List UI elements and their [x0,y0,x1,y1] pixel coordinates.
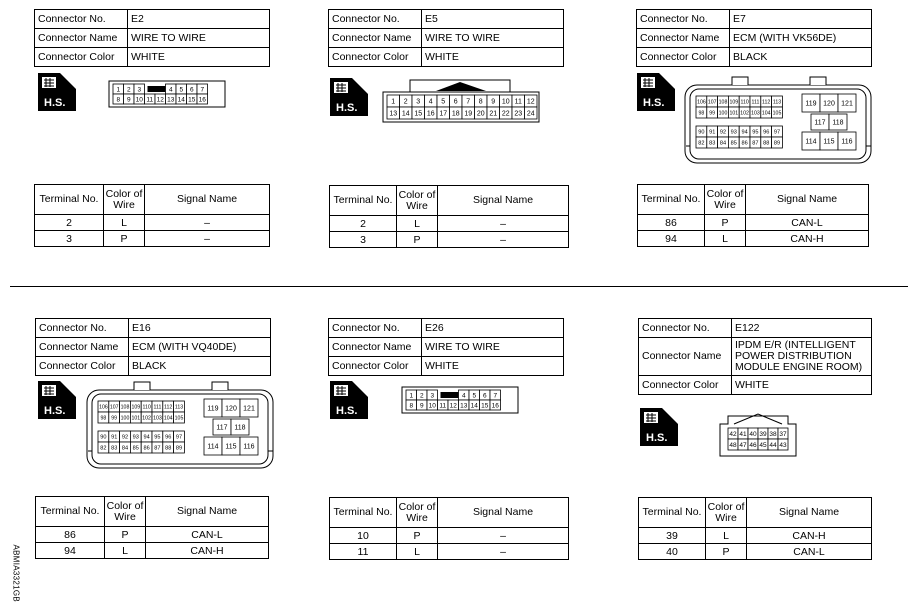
pin-label: 11 [514,98,522,106]
connector-no-value: E5 [422,10,564,29]
hs-icon [330,78,368,116]
pin-label: 93 [132,434,139,441]
pin-label: 92 [719,129,727,136]
pin-label: 106 [697,99,706,106]
connector-color-value: WHITE [732,376,872,395]
pin-label: 48 [729,441,737,449]
pin-label: 90 [698,129,705,136]
connector-name-value: WIRE TO WIRE [422,29,564,48]
pin-label: 15 [481,402,489,410]
table-row: 94 L CAN-H [36,543,269,559]
terminal-no-header: Terminal No. [638,185,705,215]
pin-label: 42 [729,430,737,438]
pin-label: 83 [709,140,716,147]
pin-label: 12 [526,98,535,106]
figure-code: ABMIA3321GB [11,544,21,603]
connector-name-value: IPDM E/R (INTELLIGENT POWER DISTRIBUTION MODULE ENGINE ROOM) [732,338,872,376]
pin-label: 92 [121,434,129,441]
pin-label: 3 [430,392,435,400]
pin-label: 114 [207,443,219,451]
connector-e16-terminal-block [35,496,269,559]
pin-label: 102 [740,110,749,117]
pin-label: 91 [111,434,118,441]
terminal-no-header: Terminal No. [639,498,706,528]
pin-label: 10 [501,98,510,106]
pin-label: 23 [514,110,523,118]
connector-color-value: WHITE [422,357,564,376]
pin-label: 14 [401,110,410,118]
pin-label: 1 [116,86,121,94]
connector-e122-face [718,410,798,458]
pin-label: 85 [730,140,737,147]
pin-label: 100 [120,415,130,422]
pin-label: 15 [414,110,423,118]
pin-label: 10 [135,96,143,104]
pin-label: 46 [749,441,757,449]
connector-e7-terminal-table [637,184,869,247]
pin-label: 119 [805,100,817,108]
connector-color-label: Connector Color [36,357,129,376]
pin-label: 107 [109,404,119,411]
pin-label: 115 [225,443,237,451]
pin-label: 44 [769,441,777,449]
connector-e2-face [108,80,228,110]
connector-no-value: E2 [128,10,270,29]
pin-label: 90 [100,434,107,441]
table-row: 2 L – [330,216,569,232]
connector-e5-info-table [328,9,564,67]
pin-label: 108 [120,404,130,411]
pin-label: 47 [739,441,747,449]
pin-label: 43 [779,441,787,449]
pin-label: 13 [389,110,398,118]
connector-e2-terminal-block [34,184,270,247]
pin-label: 40 [749,430,757,438]
pin-label: 3 [416,98,421,106]
key-slot [148,86,167,92]
table-row: 2 L – [35,215,270,231]
pin-label: 111 [153,404,162,411]
pin-label: 1 [391,98,396,106]
connector-color-value: WHITE [422,48,564,67]
color-of-wire-header: Color of Wire [706,498,747,528]
pin-label: 84 [719,140,727,147]
pin-label: 97 [175,434,183,441]
pin-label: 108 [718,99,728,106]
pin-label: 109 [131,404,141,411]
connector-e26-terminal-block [329,497,569,560]
hs-icon [637,73,675,111]
pin-label: 84 [121,445,129,452]
pin-label: 121 [243,405,255,413]
pin-label: 14 [177,96,185,104]
connector-color-label: Connector Color [329,48,422,67]
signal-name-header: Signal Name [145,185,270,215]
color-of-wire-header: Color of Wire [397,186,438,216]
hs-icon [330,381,368,419]
pin-label: 7 [200,86,205,94]
pin-label: 87 [154,445,161,452]
terminal-no-header: Terminal No. [36,497,105,527]
pin-label: 120 [823,100,835,108]
pin-label: 10 [428,402,436,410]
connector-e2-block [34,9,270,67]
pin-label: 94 [741,129,748,136]
connector-e26-terminal-table [329,497,569,560]
signal-name-header: Signal Name [438,498,569,528]
pin-label: 110 [740,99,749,106]
pin-label: 116 [243,443,255,451]
pin-label: 101 [131,415,141,422]
connector-e16-terminal-table [35,496,269,559]
pin-label: 117 [216,424,228,432]
pin-label: 113 [772,99,782,106]
pin-label: 5 [441,98,446,106]
connector-name-label: Connector Name [329,29,422,48]
pin-label: 18 [451,110,460,118]
hs-icon [640,408,678,446]
pin-label: 119 [207,405,219,413]
pin-label: 22 [501,110,510,118]
table-row: 10 P – [330,528,569,544]
connector-no-label: Connector No. [637,10,730,29]
connector-name-value: ECM (WITH VQ40DE) [129,338,271,357]
pin-label: 118 [234,424,246,432]
table-row: 40 P CAN-L [639,544,872,560]
pin-label: 120 [225,405,237,413]
pin-label: 11 [146,96,154,104]
connector-color-label: Connector Color [639,376,732,395]
pin-label: 9 [126,96,131,104]
pin-label: 6 [189,86,194,94]
hs-icon [38,73,76,111]
pin-label: 12 [156,96,164,104]
pin-label: 12 [449,402,457,410]
connector-color-value: BLACK [129,357,271,376]
connector-name-label: Connector Name [329,338,422,357]
pin-label: 89 [773,140,781,147]
connector-name-label: Connector Name [35,29,128,48]
pin-label: 24 [526,110,535,118]
signal-name-header: Signal Name [438,186,569,216]
pin-label: 82 [698,140,705,147]
pin-label: 88 [165,445,172,452]
terminal-no-header: Terminal No. [330,498,397,528]
pin-label: 13 [460,402,468,410]
pin-label: 102 [142,415,151,422]
connector-name-value: ECM (WITH VK56DE) [730,29,872,48]
connector-e7-info-table [636,9,872,67]
pin-label: 118 [832,119,844,127]
pin-label: 8 [478,98,483,106]
signal-name-header: Signal Name [146,497,269,527]
pin-label: 116 [841,138,853,146]
pin-label: 17 [439,110,448,118]
pin-label: 39 [759,430,767,438]
connector-e122-terminal-table [638,497,872,560]
terminal-no-header: Terminal No. [35,185,104,215]
connector-name-value: WIRE TO WIRE [128,29,270,48]
pin-label: 2 [403,98,408,106]
connector-name-label: Connector Name [36,338,129,357]
pin-label: 88 [763,140,770,147]
connector-color-label: Connector Color [35,48,128,67]
section-divider [10,286,908,287]
table-row: 3 P – [330,232,569,248]
pin-label: 115 [823,138,835,146]
pin-label: 114 [805,138,817,146]
pin-label: 94 [143,434,150,441]
connector-e16-info-table [35,318,271,376]
pin-label: 104 [163,415,173,422]
pin-label: 14 [470,402,478,410]
pin-label: 105 [174,415,184,422]
connector-no-label: Connector No. [35,10,128,29]
pin-label: 103 [153,415,162,422]
pin-label: 4 [168,86,173,94]
connector-name-label: Connector Name [639,338,732,376]
pin-label: 2 [126,86,131,94]
pin-label: 112 [762,99,771,106]
hs-label: H.S. [336,102,358,114]
pin-label: 16 [198,96,206,104]
pin-label: 7 [493,392,498,400]
key-slot [441,392,460,398]
pin-label: 95 [752,129,759,136]
connector-no-value: E122 [732,319,872,338]
connector-no-label: Connector No. [36,319,129,338]
pin-label: 9 [491,98,496,106]
connector-no-value: E26 [422,319,564,338]
pin-label: 82 [100,445,107,452]
pin-label: 98 [100,415,107,422]
table-row: 39 L CAN-H [639,528,872,544]
pin-label: 113 [174,404,184,411]
color-of-wire-header: Color of Wire [705,185,746,215]
pin-label: 5 [179,86,184,94]
pin-label: 96 [165,434,172,441]
terminal-no-header: Terminal No. [330,186,397,216]
table-row: 3 P – [35,231,270,247]
pin-label: 85 [132,445,139,452]
pin-label: 111 [751,99,760,106]
table-row: 94 L CAN-H [638,231,869,247]
connector-no-label: Connector No. [329,319,422,338]
pin-label: 16 [491,402,499,410]
hs-label: H.S. [646,432,668,444]
pin-label: 110 [142,404,151,411]
hs-label: H.S. [44,405,66,417]
connector-color-value: BLACK [730,48,872,67]
connector-e122-block [638,318,872,395]
signal-name-header: Signal Name [747,498,872,528]
connector-e2-terminal-table [34,184,270,247]
pin-label: 8 [409,402,414,410]
hs-label: H.S. [643,97,665,109]
pin-label: 19 [464,110,473,118]
pin-label: 5 [472,392,477,400]
connector-e26-block [328,318,564,376]
pin-label: 2 [419,392,424,400]
pin-label: 21 [489,110,498,118]
pin-label: 1 [409,392,414,400]
pin-label: 8 [116,96,121,104]
pin-label: 95 [154,434,161,441]
pin-label: 38 [769,430,777,438]
pin-label: 4 [461,392,466,400]
pin-label: 104 [761,110,771,117]
pin-label: 6 [453,98,458,106]
pin-label: 86 [741,140,748,147]
connector-e122-terminal-block [638,497,872,560]
pin-label: 93 [730,129,737,136]
connector-color-value: WHITE [128,48,270,67]
hs-icon [38,381,76,419]
pin-label: 6 [482,392,487,400]
pin-label: 112 [164,404,173,411]
pin-label: 3 [137,86,142,94]
connector-no-label: Connector No. [639,319,732,338]
pin-label: 121 [841,100,853,108]
table-row: 86 P CAN-L [36,527,269,543]
connector-e16-face [86,381,276,471]
pin-label: 7 [466,98,471,106]
pin-label: 99 [111,415,118,422]
pin-label: 87 [752,140,759,147]
connector-e5-face [382,76,542,124]
pin-label: 107 [707,99,717,106]
connector-e122-info-table [638,318,872,395]
connector-no-value: E7 [730,10,872,29]
connector-e16-block [35,318,271,376]
color-of-wire-header: Color of Wire [105,497,146,527]
pin-label: 16 [426,110,435,118]
pin-label: 101 [729,110,739,117]
connector-e7-terminal-block [637,184,869,247]
connector-color-label: Connector Color [329,357,422,376]
pin-label: 103 [751,110,760,117]
connector-e7-block [636,9,872,67]
pin-label: 96 [763,129,770,136]
pin-label: 13 [167,96,175,104]
connector-no-value: E16 [129,319,271,338]
pin-label: 97 [773,129,781,136]
connector-e7-face [684,76,874,166]
pin-label: 100 [718,110,728,117]
pin-label: 117 [814,119,826,127]
pin-label: 37 [779,430,787,438]
pin-label: 106 [99,404,108,411]
connector-e26-info-table [328,318,564,376]
connector-e5-terminal-table [329,185,569,248]
connector-name-value: WIRE TO WIRE [422,338,564,357]
pin-label: 45 [759,441,767,449]
pin-label: 109 [729,99,739,106]
table-row: 11 L – [330,544,569,560]
pin-label: 86 [143,445,150,452]
table-row: 86 P CAN-L [638,215,869,231]
connector-e5-terminal-block [329,185,569,248]
connector-color-label: Connector Color [637,48,730,67]
pin-label: 105 [772,110,782,117]
hs-label: H.S. [44,97,66,109]
color-of-wire-header: Color of Wire [397,498,438,528]
pin-label: 89 [175,445,183,452]
connector-no-label: Connector No. [329,10,422,29]
pin-label: 4 [428,98,433,106]
signal-name-header: Signal Name [746,185,869,215]
pin-label: 41 [739,430,747,438]
pin-label: 20 [476,110,485,118]
pin-label: 15 [188,96,196,104]
pin-label: 11 [439,402,447,410]
pin-label: 99 [709,110,716,117]
connector-name-label: Connector Name [637,29,730,48]
connector-e26-face [401,386,521,416]
pin-label: 9 [419,402,424,410]
pin-label: 83 [111,445,118,452]
color-of-wire-header: Color of Wire [104,185,145,215]
connector-e5-block [328,9,564,67]
pin-label: 98 [698,110,705,117]
hs-label: H.S. [336,405,358,417]
pin-label: 91 [709,129,716,136]
connector-e2-info-table [34,9,270,67]
